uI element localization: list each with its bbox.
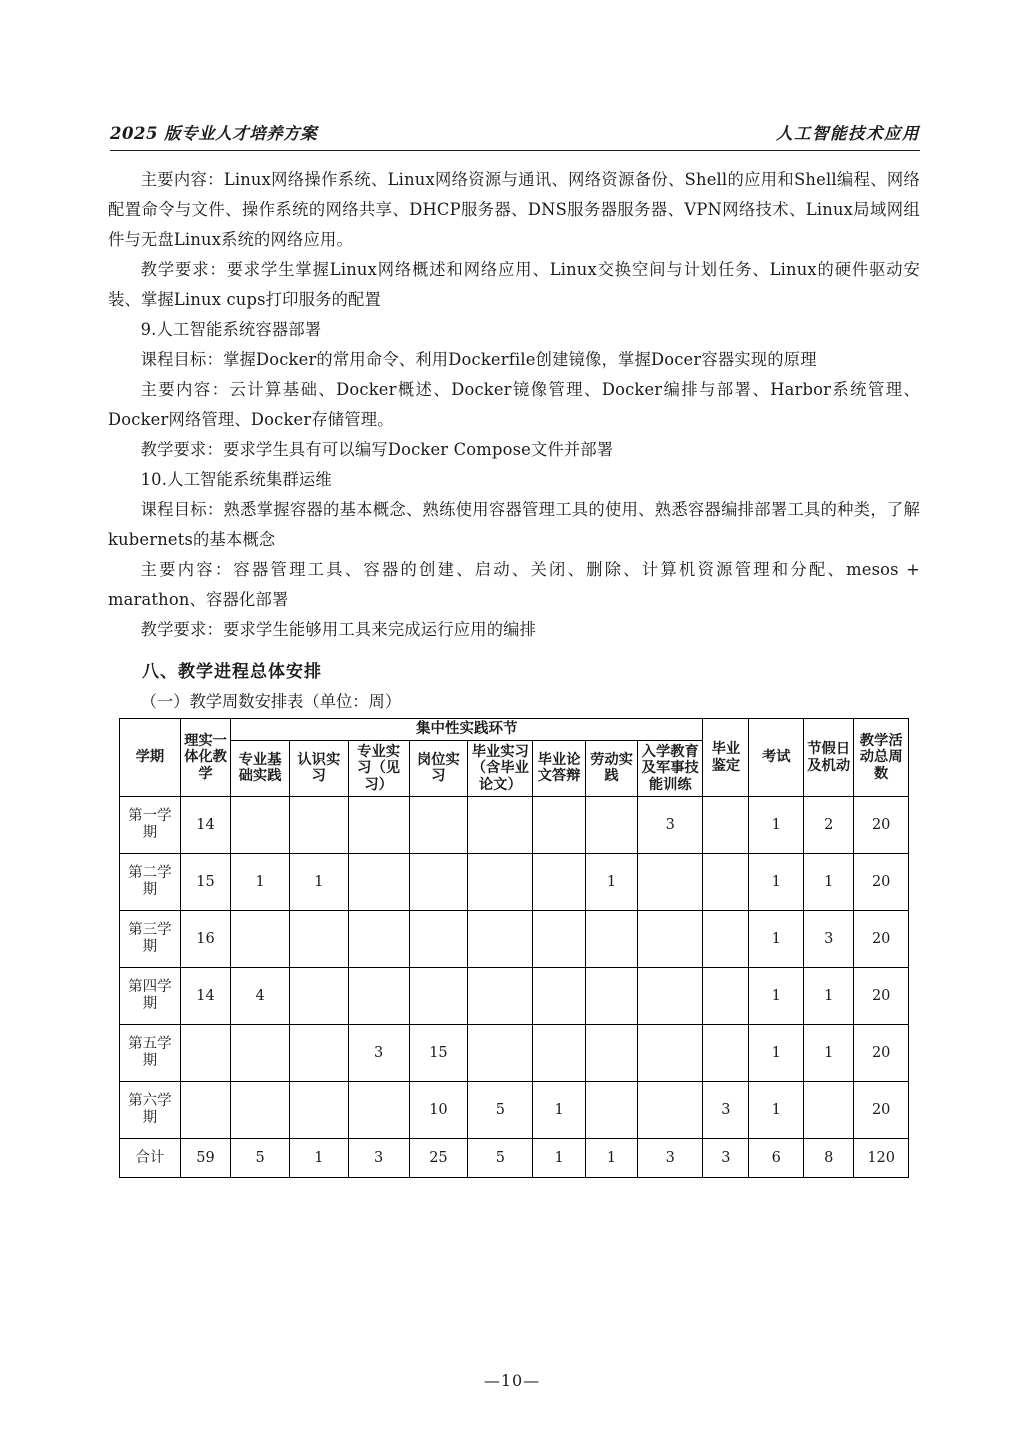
cell-value: 3 (348, 1139, 409, 1178)
cell-value (638, 1025, 703, 1082)
cell-value: 4 (231, 968, 290, 1025)
cell-term: 第六学期 (120, 1082, 181, 1139)
cell-value (289, 968, 348, 1025)
cell-value: 59 (180, 1139, 230, 1178)
cell-value (703, 797, 749, 854)
paragraph-course-9-objective: 课程目标：掌握Docker的常用命令、利用Dockerfile创建镜像，掌握Docer容器实现的原理 (140, 349, 817, 369)
cell-value (180, 1025, 230, 1082)
cell-value (231, 797, 290, 854)
cell-value: 8 (804, 1139, 854, 1178)
col-header-exam: 考试 (749, 718, 804, 797)
cell-value: 20 (854, 1025, 909, 1082)
cell-value: 20 (854, 854, 909, 911)
cell-value (409, 854, 468, 911)
table-row (120, 797, 909, 854)
cell-value (409, 797, 468, 854)
paragraph-teaching-requirement-linux: 教学要求：要求学生掌握Linux网络概述和网络应用、Linux交换空间与计划任务、Linux的硬件驱动安装、掌握Linux cups打印服务的配置 (108, 259, 920, 309)
cell-value: 25 (409, 1139, 468, 1178)
cell-value (180, 1082, 230, 1139)
page-header (110, 120, 920, 144)
cell-value (533, 854, 585, 911)
cell-term: 第一学期 (120, 797, 181, 854)
cell-value (533, 968, 585, 1025)
cell-value (348, 797, 409, 854)
cell-value (231, 911, 290, 968)
cell-value: 20 (854, 911, 909, 968)
cell-value (468, 1025, 533, 1082)
header-right-text: 人工智能技术应用 (776, 124, 920, 143)
cell-value (348, 1082, 409, 1139)
table-row (120, 1025, 909, 1082)
cell-value: 15 (409, 1025, 468, 1082)
col-header-labor-practice: 劳动实践 (585, 740, 637, 797)
cell-value: 10 (409, 1082, 468, 1139)
cell-value: 1 (289, 1139, 348, 1178)
cell-value (409, 968, 468, 1025)
cell-value: 14 (180, 968, 230, 1025)
table-row (120, 968, 909, 1025)
cell-term: 第五学期 (120, 1025, 181, 1082)
cell-value (804, 1082, 854, 1139)
col-header-enrollment-military-training: 入学教育及军事技能训练 (638, 740, 703, 797)
col-header-total-weeks: 教学活动总周数 (854, 718, 909, 797)
cell-value: 1 (749, 968, 804, 1025)
col-header-term: 学期 (120, 718, 181, 797)
paragraph-main-content-linux: 主要内容：Linux网络操作系统、Linux网络资源与通讯、网络资源备份、Shell的应用和Shell编程、网络配置命令与文件、操作系统的网络共享、DHCP服务器、DNS服务器服务器、VPN网络技术、Linux局域网组件与无盘Linux系统的网络应用。 (108, 170, 920, 249)
cell-value: 1 (533, 1082, 585, 1139)
col-header-professional-internship: 专业实习（见习） (348, 740, 409, 797)
cell-value: 20 (854, 797, 909, 854)
col-header-graduation-internship: 毕业实习（含毕业论文） (468, 740, 533, 797)
col-header-integrated-teaching: 理实一体化教学 (180, 718, 230, 797)
header-left-text: 2025 版专业人才培养方案 (110, 124, 318, 143)
cell-value (533, 797, 585, 854)
cell-value: 1 (289, 854, 348, 911)
header-divider (110, 150, 920, 151)
page-content (108, 165, 920, 1178)
cell-value: 1 (804, 854, 854, 911)
cell-value (468, 854, 533, 911)
cell-value: 1 (749, 1025, 804, 1082)
cell-value: 1 (804, 1025, 854, 1082)
cell-value (703, 1025, 749, 1082)
cell-value: 20 (854, 968, 909, 1025)
cell-value (638, 911, 703, 968)
cell-term: 第四学期 (120, 968, 181, 1025)
cell-value (289, 1082, 348, 1139)
cell-value (348, 968, 409, 1025)
section-heading-eight: 八、教学进程总体安排 (142, 661, 322, 682)
cell-value: 1 (533, 1139, 585, 1178)
subsection-heading-week-table: （一）教学周数安排表（单位：周） (140, 691, 402, 711)
paragraph-course-9-title: 9.人工智能系统容器部署 (140, 319, 322, 339)
cell-value: 5 (468, 1082, 533, 1139)
cell-value: 3 (348, 1025, 409, 1082)
cell-value (468, 911, 533, 968)
paragraph-course-10-title: 10.人工智能系统集群运维 (140, 469, 332, 489)
col-header-graduation-appraisal: 毕业鉴定 (703, 718, 749, 797)
cell-value: 16 (180, 911, 230, 968)
cell-value (703, 968, 749, 1025)
cell-value (231, 1082, 290, 1139)
cell-value (585, 1082, 637, 1139)
col-header-holiday-flex: 节假日及机动 (804, 718, 854, 797)
cell-value: 2 (804, 797, 854, 854)
cell-value: 5 (231, 1139, 290, 1178)
cell-value (533, 1025, 585, 1082)
cell-value: 15 (180, 854, 230, 911)
cell-value (468, 968, 533, 1025)
paragraph-course-9-content: 主要内容：云计算基础、Docker概述、Docker镜像管理、Docker编排与部署、Harbor系统管理、Docker网络管理、Docker存储管理。 (108, 379, 920, 429)
cell-term: 第二学期 (120, 854, 181, 911)
paragraph-course-10-requirement: 教学要求：要求学生能够用工具来完成运行应用的编排 (140, 619, 537, 639)
page-number: —10— (483, 1371, 541, 1390)
table-row (120, 911, 909, 968)
cell-value (348, 911, 409, 968)
cell-value: 5 (468, 1139, 533, 1178)
cell-value: 20 (854, 1082, 909, 1139)
cell-value: 3 (703, 1139, 749, 1178)
cell-value: 1 (585, 1139, 637, 1178)
cell-value (585, 968, 637, 1025)
cell-value: 6 (749, 1139, 804, 1178)
cell-value (289, 911, 348, 968)
table-row (120, 854, 909, 911)
col-group-header-practice: 集中性实践环节 (231, 718, 703, 740)
cell-value: 120 (854, 1139, 909, 1178)
cell-value: 1 (749, 797, 804, 854)
col-header-post-internship: 岗位实习 (409, 740, 468, 797)
cell-value (289, 797, 348, 854)
cell-value (638, 968, 703, 1025)
cell-value (638, 854, 703, 911)
cell-value: 1 (749, 1082, 804, 1139)
cell-value (289, 1025, 348, 1082)
cell-value (585, 1025, 637, 1082)
cell-value: 3 (804, 911, 854, 968)
cell-value: 1 (749, 854, 804, 911)
cell-value (585, 797, 637, 854)
cell-value (703, 854, 749, 911)
cell-value: 3 (638, 1139, 703, 1178)
cell-value: 3 (703, 1082, 749, 1139)
paragraph-course-10-content: 主要内容：容器管理工具、容器的创建、启动、关闭、删除、计算机资源管理和分配、mesos + marathon、容器化部署 (108, 559, 920, 609)
col-header-cognition-internship: 认识实习 (289, 740, 348, 797)
cell-value (348, 854, 409, 911)
cell-value (703, 911, 749, 968)
cell-value: 3 (638, 797, 703, 854)
cell-value: 1 (804, 968, 854, 1025)
cell-value (585, 911, 637, 968)
cell-value: 1 (749, 911, 804, 968)
cell-value: 1 (231, 854, 290, 911)
teaching-week-schedule-table (119, 718, 909, 1179)
cell-term: 第三学期 (120, 911, 181, 968)
paragraph-course-10-objective: 课程目标：熟悉掌握容器的基本概念、熟练使用容器管理工具的使用、熟悉容器编排部署工具的种类，了解kubernets的基本概念 (108, 499, 920, 549)
col-header-basic-practice: 专业基础实践 (231, 740, 290, 797)
table-row (120, 1082, 909, 1139)
cell-term: 合计 (120, 1139, 181, 1178)
cell-value: 1 (585, 854, 637, 911)
table-row-total (120, 1139, 909, 1178)
cell-value (231, 1025, 290, 1082)
paragraph-course-9-requirement: 教学要求：要求学生具有可以编写Docker Compose文件并部署 (140, 439, 614, 459)
cell-value (468, 797, 533, 854)
cell-value: 14 (180, 797, 230, 854)
cell-value (638, 1082, 703, 1139)
cell-value (409, 911, 468, 968)
table-header-row-1 (120, 718, 909, 740)
cell-value (533, 911, 585, 968)
col-header-thesis-defense: 毕业论文答辩 (533, 740, 585, 797)
